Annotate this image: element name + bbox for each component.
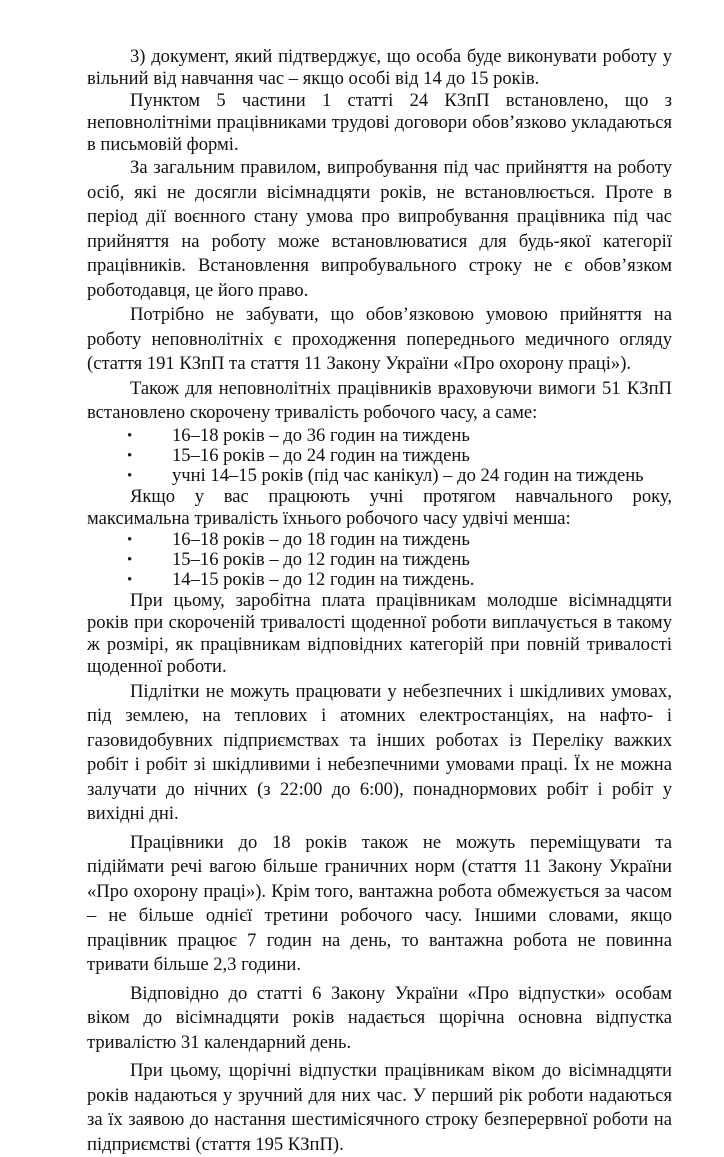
paragraph-probation: За загальним правилом, випробування під час прийняття на роботу осіб, які не досягли вісімнадцяти років, не встановлюється. Проте в період дії воєнного стану умова про випробування працівника під час прийняття на роботу може встановлюватися для будь-якої категорії працівників. Встановлення випробувального строку не є обов’язком роботодавця, це його право. xyxy=(87,157,672,301)
list-item xyxy=(87,530,672,550)
list-item-text: 16–18 років – до 36 годин на тиждень xyxy=(172,424,470,446)
bullet-icon: • xyxy=(127,427,133,444)
list-item xyxy=(87,426,672,446)
list-item xyxy=(87,570,672,590)
bullet-icon: • xyxy=(127,531,133,548)
paragraph-document-requirement: 3) документ, який підтверджує, що особа буде виконувати роботу у вільний від навчання час – якщо особі від 14 до 15 років. xyxy=(87,46,672,89)
paragraph-prohibited-work: Підлітки не можуть працювати у небезпечних і шкідливих умовах, під землею, на теплових і атомних електростанціях, на нафто- і газовидобувних підприємствах та інших роботах із Переліку важких робіт і робіт зі шкідливими і небезпечними умовами праці. Їх не можна залучати до нічних (з 22:00 до 6:00), понаднормових робіт і робіт у вихідні дні. xyxy=(87,680,672,824)
list-item-text: 14–15 років – до 12 годин на тиждень. xyxy=(172,568,475,590)
paragraph-written-contract: Пунктом 5 частини 1 статті 24 КЗпП встановлено, що з неповнолітніми працівниками трудові договори обов’язково укладаються в письмовій формі. xyxy=(87,90,672,155)
bullet-icon: • xyxy=(127,551,133,568)
list-item-text: учні 14–15 років (під час канікул) – до 24 годин на тиждень xyxy=(172,464,644,486)
paragraph-school-year-intro: Якщо у вас працюють учні протягом навчального року, максимальна тривалість їхнього робочого часу удвічі менша: xyxy=(87,485,672,529)
list-item-text: 15–16 років – до 12 годин на тиждень xyxy=(172,548,470,570)
paragraph-leave-timing: При цьому, щорічні відпустки працівникам віком до вісімнадцяти років надаються у зручний для них час. У перший рік роботи надаються за їх заявою до настання шестимісячного строку безперервної роботи на підприємстві (стаття 195 КЗпП). xyxy=(87,1060,672,1155)
paragraph-medical-exam: Потрібно не забувати, що обов’язковою умовою прийняття на роботу неповнолітніх є проходження попереднього медичного огляду (стаття 191 КЗпП та стаття 11 Закону України «Про охорону праці»). xyxy=(87,304,672,374)
paragraph-reduced-hours-intro: Також для неповнолітніх працівників враховуючи вимоги 51 КЗпП встановлено скорочену тривалість робочого часу, а саме: xyxy=(87,377,672,423)
list-reduced-hours xyxy=(87,426,672,486)
list-school-year-hours xyxy=(87,530,672,590)
list-item xyxy=(87,466,672,486)
list-item-text: 16–18 років – до 18 годин на тиждень xyxy=(172,528,470,550)
bullet-icon: • xyxy=(127,467,133,484)
document-page xyxy=(87,46,672,1157)
list-item xyxy=(87,550,672,570)
paragraph-annual-leave: Відповідно до статті 6 Закону України «Про відпустки» особам віком до вісімнадцяти років надається щорічна основна відпустка тривалістю 31 календарний день. xyxy=(87,982,672,1053)
list-item-text: 15–16 років – до 24 годин на тиждень xyxy=(172,444,470,466)
paragraph-weight-limits: Працівники до 18 років також не можуть переміщувати та підіймати речі вагою більше граничних норм (стаття 11 Закону України «Про охорону праці»). Крім того, вантажна робота обмежується за часом – не більше однієї третини робочого часу. Іншими словами, якщо працівник працює 7 годин на день, то вантажна робота не повинна тривати більше 2,3 години. xyxy=(87,831,672,975)
list-item xyxy=(87,446,672,466)
paragraph-wages: При цьому, заробітна плата працівникам молодше вісімнадцяти років при скороченій тривалості щоденної роботи виплачується в такому ж розмірі, як працівникам відповідних категорій при повній тривалості щоденної роботи. xyxy=(87,589,672,677)
bullet-icon: • xyxy=(127,447,133,464)
bullet-icon: • xyxy=(127,571,133,588)
